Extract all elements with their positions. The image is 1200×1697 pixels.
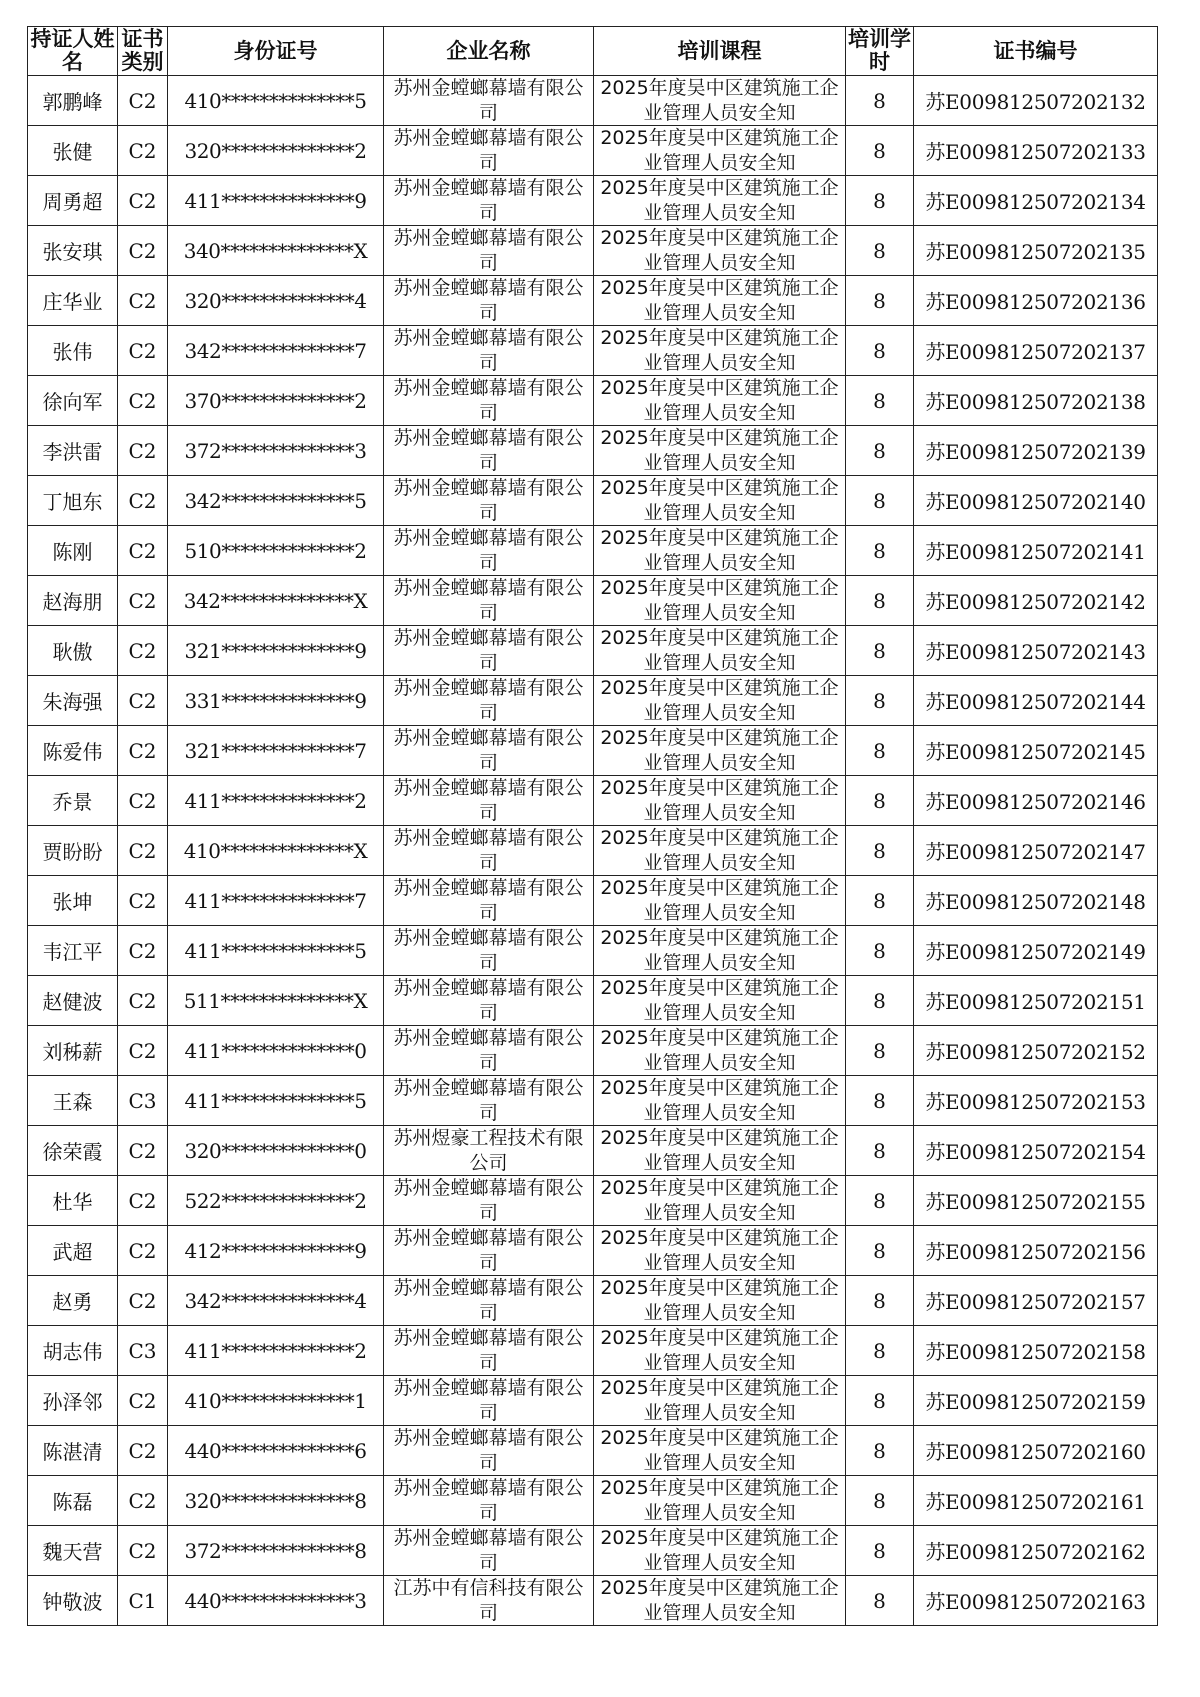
cell-company: 苏州金螳螂幕墙有限公司 [384,1376,594,1426]
cell-name: 庄华业 [28,276,118,326]
cell-company: 苏州金螳螂幕墙有限公司 [384,376,594,426]
cell-hours: 8 [846,676,914,726]
cell-cert-no: 苏E009812507202145 [914,726,1158,776]
cell-company: 苏州煜豪工程技术有限公司 [384,1126,594,1176]
cell-name: 乔景 [28,776,118,826]
cell-cert-no: 苏E009812507202136 [914,276,1158,326]
cell-course: 2025年度吴中区建筑施工企业管理人员安全知 [594,1376,846,1426]
table-row [28,1276,1158,1326]
cell-id-number: 411**************7 [168,876,384,926]
cell-cert-no: 苏E009812507202149 [914,926,1158,976]
cell-id-number: 320**************2 [168,126,384,176]
cell-category: C2 [118,476,168,526]
cell-course: 2025年度吴中区建筑施工企业管理人员安全知 [594,1576,846,1626]
cell-hours: 8 [846,126,914,176]
cell-id-number: 342**************4 [168,1276,384,1326]
cell-id-number: 370**************2 [168,376,384,426]
cell-name: 贾盼盼 [28,826,118,876]
cell-name: 魏天营 [28,1526,118,1576]
cell-hours: 8 [846,526,914,576]
cell-cert-no: 苏E009812507202148 [914,876,1158,926]
cell-category: C2 [118,1526,168,1576]
cell-hours: 8 [846,176,914,226]
cell-company: 苏州金螳螂幕墙有限公司 [384,226,594,276]
cell-name: 刘秭薪 [28,1026,118,1076]
cell-course: 2025年度吴中区建筑施工企业管理人员安全知 [594,226,846,276]
cell-course: 2025年度吴中区建筑施工企业管理人员安全知 [594,126,846,176]
cell-name: 张健 [28,126,118,176]
cell-hours: 8 [846,776,914,826]
cell-hours: 8 [846,826,914,876]
cell-id-number: 410**************5 [168,76,384,126]
cell-hours: 8 [846,1176,914,1226]
cell-cert-no: 苏E009812507202134 [914,176,1158,226]
cell-hours: 8 [846,626,914,676]
cell-id-number: 410**************1 [168,1376,384,1426]
cell-id-number: 411**************2 [168,776,384,826]
cell-course: 2025年度吴中区建筑施工企业管理人员安全知 [594,1226,846,1276]
cell-course: 2025年度吴中区建筑施工企业管理人员安全知 [594,176,846,226]
table-row [28,176,1158,226]
cell-category: C2 [118,1126,168,1176]
cell-name: 赵海朋 [28,576,118,626]
cell-hours: 8 [846,376,914,426]
cell-course: 2025年度吴中区建筑施工企业管理人员安全知 [594,326,846,376]
table-row [28,776,1158,826]
cell-category: C2 [118,176,168,226]
cell-id-number: 411**************2 [168,1326,384,1376]
cell-course: 2025年度吴中区建筑施工企业管理人员安全知 [594,1076,846,1126]
cell-id-number: 372**************3 [168,426,384,476]
cell-hours: 8 [846,926,914,976]
cell-category: C2 [118,1376,168,1426]
cell-company: 苏州金螳螂幕墙有限公司 [384,976,594,1026]
cell-hours: 8 [846,76,914,126]
cell-name: 徐向军 [28,376,118,426]
cell-category: C2 [118,876,168,926]
cell-category: C2 [118,526,168,576]
cell-course: 2025年度吴中区建筑施工企业管理人员安全知 [594,1426,846,1476]
cell-category: C2 [118,426,168,476]
cell-cert-no: 苏E009812507202147 [914,826,1158,876]
cell-category: C2 [118,576,168,626]
cell-name: 李洪雷 [28,426,118,476]
cell-name: 耿傲 [28,626,118,676]
header-cert-no: 证书编号 [914,27,1158,76]
cell-company: 苏州金螳螂幕墙有限公司 [384,726,594,776]
cell-category: C2 [118,1176,168,1226]
cell-category: C2 [118,676,168,726]
cell-hours: 8 [846,1276,914,1326]
cell-company: 苏州金螳螂幕墙有限公司 [384,1026,594,1076]
cell-company: 苏州金螳螂幕墙有限公司 [384,526,594,576]
cell-hours: 8 [846,1476,914,1526]
cell-hours: 8 [846,1126,914,1176]
cell-category: C2 [118,276,168,326]
cell-course: 2025年度吴中区建筑施工企业管理人员安全知 [594,1326,846,1376]
cell-company: 苏州金螳螂幕墙有限公司 [384,76,594,126]
cell-id-number: 320**************4 [168,276,384,326]
header-name: 持证人姓名 [28,27,118,76]
table-row [28,726,1158,776]
cell-hours: 8 [846,426,914,476]
cell-id-number: 440**************6 [168,1426,384,1476]
cell-company: 江苏中有信科技有限公司 [384,1576,594,1626]
cell-company: 苏州金螳螂幕墙有限公司 [384,1476,594,1526]
header-company: 企业名称 [384,27,594,76]
cell-hours: 8 [846,1576,914,1626]
cell-id-number: 510**************2 [168,526,384,576]
cell-category: C2 [118,926,168,976]
cell-course: 2025年度吴中区建筑施工企业管理人员安全知 [594,276,846,326]
cell-id-number: 511**************X [168,976,384,1026]
cell-course: 2025年度吴中区建筑施工企业管理人员安全知 [594,926,846,976]
cell-id-number: 321**************7 [168,726,384,776]
cell-cert-no: 苏E009812507202142 [914,576,1158,626]
cell-cert-no: 苏E009812507202154 [914,1126,1158,1176]
table-row [28,1376,1158,1426]
table-row [28,526,1158,576]
cell-name: 郭鹏峰 [28,76,118,126]
header-category: 证书类别 [118,27,168,76]
cell-course: 2025年度吴中区建筑施工企业管理人员安全知 [594,826,846,876]
cell-category: C3 [118,1326,168,1376]
cell-company: 苏州金螳螂幕墙有限公司 [384,826,594,876]
table-row [28,976,1158,1026]
cell-course: 2025年度吴中区建筑施工企业管理人员安全知 [594,976,846,1026]
cell-course: 2025年度吴中区建筑施工企业管理人员安全知 [594,1126,846,1176]
header-hours: 培训学时 [846,27,914,76]
cell-category: C2 [118,1276,168,1326]
cell-course: 2025年度吴中区建筑施工企业管理人员安全知 [594,1026,846,1076]
cell-id-number: 340**************X [168,226,384,276]
table-row [28,576,1158,626]
cell-course: 2025年度吴中区建筑施工企业管理人员安全知 [594,1176,846,1226]
cell-cert-no: 苏E009812507202151 [914,976,1158,1026]
cell-course: 2025年度吴中区建筑施工企业管理人员安全知 [594,776,846,826]
cell-category: C2 [118,726,168,776]
cell-hours: 8 [846,576,914,626]
cell-category: C2 [118,376,168,426]
cell-company: 苏州金螳螂幕墙有限公司 [384,626,594,676]
cell-category: C2 [118,1426,168,1476]
cell-name: 胡志伟 [28,1326,118,1376]
cell-id-number: 320**************0 [168,1126,384,1176]
table-row [28,1176,1158,1226]
table-row [28,1476,1158,1526]
cell-company: 苏州金螳螂幕墙有限公司 [384,276,594,326]
cell-company: 苏州金螳螂幕墙有限公司 [384,926,594,976]
cell-hours: 8 [846,226,914,276]
table-row [28,226,1158,276]
cell-id-number: 342**************X [168,576,384,626]
cell-hours: 8 [846,476,914,526]
cell-category: C2 [118,76,168,126]
cell-id-number: 372**************8 [168,1526,384,1576]
cell-category: C3 [118,1076,168,1126]
cell-id-number: 342**************5 [168,476,384,526]
cell-course: 2025年度吴中区建筑施工企业管理人员安全知 [594,76,846,126]
cell-course: 2025年度吴中区建筑施工企业管理人员安全知 [594,426,846,476]
header-course: 培训课程 [594,27,846,76]
table-row [28,426,1158,476]
cell-company: 苏州金螳螂幕墙有限公司 [384,1526,594,1576]
cell-category: C1 [118,1576,168,1626]
cell-hours: 8 [846,326,914,376]
cell-company: 苏州金螳螂幕墙有限公司 [384,876,594,926]
cell-hours: 8 [846,1026,914,1076]
cell-id-number: 411**************9 [168,176,384,226]
cell-id-number: 440**************3 [168,1576,384,1626]
table-row [28,926,1158,976]
cell-name: 徐荣霞 [28,1126,118,1176]
cell-cert-no: 苏E009812507202161 [914,1476,1158,1526]
cell-cert-no: 苏E009812507202140 [914,476,1158,526]
cell-company: 苏州金螳螂幕墙有限公司 [384,126,594,176]
cell-id-number: 331**************9 [168,676,384,726]
cell-id-number: 412**************9 [168,1226,384,1276]
cell-cert-no: 苏E009812507202156 [914,1226,1158,1276]
cell-company: 苏州金螳螂幕墙有限公司 [384,476,594,526]
cell-cert-no: 苏E009812507202157 [914,1276,1158,1326]
table-row [28,326,1158,376]
cell-cert-no: 苏E009812507202155 [914,1176,1158,1226]
cell-cert-no: 苏E009812507202144 [914,676,1158,726]
table-row [28,1326,1158,1376]
table-row [28,1576,1158,1626]
cell-cert-no: 苏E009812507202137 [914,326,1158,376]
cell-name: 张安琪 [28,226,118,276]
cell-name: 丁旭东 [28,476,118,526]
cell-id-number: 321**************9 [168,626,384,676]
cell-name: 周勇超 [28,176,118,226]
cell-name: 王森 [28,1076,118,1126]
cell-company: 苏州金螳螂幕墙有限公司 [384,776,594,826]
cell-category: C2 [118,1026,168,1076]
cell-id-number: 411**************5 [168,1076,384,1126]
cell-name: 武超 [28,1226,118,1276]
cell-course: 2025年度吴中区建筑施工企业管理人员安全知 [594,1276,846,1326]
cell-name: 张坤 [28,876,118,926]
cell-name: 陈磊 [28,1476,118,1526]
cell-category: C2 [118,1476,168,1526]
cell-company: 苏州金螳螂幕墙有限公司 [384,426,594,476]
cell-cert-no: 苏E009812507202133 [914,126,1158,176]
cell-hours: 8 [846,1526,914,1576]
cell-name: 张伟 [28,326,118,376]
cell-cert-no: 苏E009812507202141 [914,526,1158,576]
cell-name: 韦江平 [28,926,118,976]
cell-company: 苏州金螳螂幕墙有限公司 [384,176,594,226]
header-id-number: 身份证号 [168,27,384,76]
cell-cert-no: 苏E009812507202146 [914,776,1158,826]
cell-cert-no: 苏E009812507202158 [914,1326,1158,1376]
cell-company: 苏州金螳螂幕墙有限公司 [384,326,594,376]
table-row [28,826,1158,876]
cell-course: 2025年度吴中区建筑施工企业管理人员安全知 [594,576,846,626]
cell-hours: 8 [846,1426,914,1476]
cell-hours: 8 [846,1076,914,1126]
cell-category: C2 [118,1226,168,1276]
cell-company: 苏州金螳螂幕墙有限公司 [384,1326,594,1376]
table-row [28,676,1158,726]
cell-course: 2025年度吴中区建筑施工企业管理人员安全知 [594,1476,846,1526]
cell-company: 苏州金螳螂幕墙有限公司 [384,1226,594,1276]
cell-cert-no: 苏E009812507202135 [914,226,1158,276]
cell-id-number: 522**************2 [168,1176,384,1226]
table-row [28,76,1158,126]
table-row [28,276,1158,326]
table-row [28,876,1158,926]
table-body [28,76,1158,1626]
cell-cert-no: 苏E009812507202138 [914,376,1158,426]
cell-name: 赵健波 [28,976,118,1026]
cell-id-number: 410**************X [168,826,384,876]
cell-cert-no: 苏E009812507202153 [914,1076,1158,1126]
cell-name: 孙泽邻 [28,1376,118,1426]
table-row [28,1126,1158,1176]
cell-hours: 8 [846,876,914,926]
table-row [28,376,1158,426]
cell-name: 钟敬波 [28,1576,118,1626]
cell-company: 苏州金螳螂幕墙有限公司 [384,1176,594,1226]
cell-cert-no: 苏E009812507202159 [914,1376,1158,1426]
cell-name: 杜华 [28,1176,118,1226]
cell-name: 陈湛清 [28,1426,118,1476]
cell-hours: 8 [846,1326,914,1376]
cell-category: C2 [118,626,168,676]
table-row [28,1076,1158,1126]
table-header-row [28,27,1158,76]
cell-hours: 8 [846,276,914,326]
cell-category: C2 [118,976,168,1026]
cell-course: 2025年度吴中区建筑施工企业管理人员安全知 [594,376,846,426]
cell-company: 苏州金螳螂幕墙有限公司 [384,1076,594,1126]
cell-hours: 8 [846,1376,914,1426]
cell-id-number: 411**************0 [168,1026,384,1076]
cell-cert-no: 苏E009812507202152 [914,1026,1158,1076]
cell-name: 朱海强 [28,676,118,726]
cell-course: 2025年度吴中区建筑施工企业管理人员安全知 [594,1526,846,1576]
cell-hours: 8 [846,976,914,1026]
cell-id-number: 342**************7 [168,326,384,376]
cell-course: 2025年度吴中区建筑施工企业管理人员安全知 [594,526,846,576]
cell-company: 苏州金螳螂幕墙有限公司 [384,1426,594,1476]
cell-cert-no: 苏E009812507202132 [914,76,1158,126]
cell-course: 2025年度吴中区建筑施工企业管理人员安全知 [594,876,846,926]
cell-cert-no: 苏E009812507202139 [914,426,1158,476]
table-row [28,1226,1158,1276]
cell-company: 苏州金螳螂幕墙有限公司 [384,1276,594,1326]
cell-cert-no: 苏E009812507202143 [914,626,1158,676]
cell-category: C2 [118,776,168,826]
cell-cert-no: 苏E009812507202160 [914,1426,1158,1476]
table-row [28,626,1158,676]
cell-name: 陈刚 [28,526,118,576]
cell-name: 陈爱伟 [28,726,118,776]
table-row [28,1026,1158,1076]
table-row [28,126,1158,176]
table-row [28,1526,1158,1576]
cell-company: 苏州金螳螂幕墙有限公司 [384,576,594,626]
cell-category: C2 [118,326,168,376]
cell-category: C2 [118,126,168,176]
cell-hours: 8 [846,1226,914,1276]
cell-course: 2025年度吴中区建筑施工企业管理人员安全知 [594,626,846,676]
cell-id-number: 411**************5 [168,926,384,976]
cell-company: 苏州金螳螂幕墙有限公司 [384,676,594,726]
cell-cert-no: 苏E009812507202162 [914,1526,1158,1576]
cell-cert-no: 苏E009812507202163 [914,1576,1158,1626]
cell-course: 2025年度吴中区建筑施工企业管理人员安全知 [594,676,846,726]
cell-hours: 8 [846,726,914,776]
table-row [28,1426,1158,1476]
cell-id-number: 320**************8 [168,1476,384,1526]
certificate-roster-table [27,26,1158,1626]
cell-category: C2 [118,226,168,276]
cell-course: 2025年度吴中区建筑施工企业管理人员安全知 [594,476,846,526]
cell-name: 赵勇 [28,1276,118,1326]
cell-category: C2 [118,826,168,876]
table-row [28,476,1158,526]
cell-course: 2025年度吴中区建筑施工企业管理人员安全知 [594,726,846,776]
